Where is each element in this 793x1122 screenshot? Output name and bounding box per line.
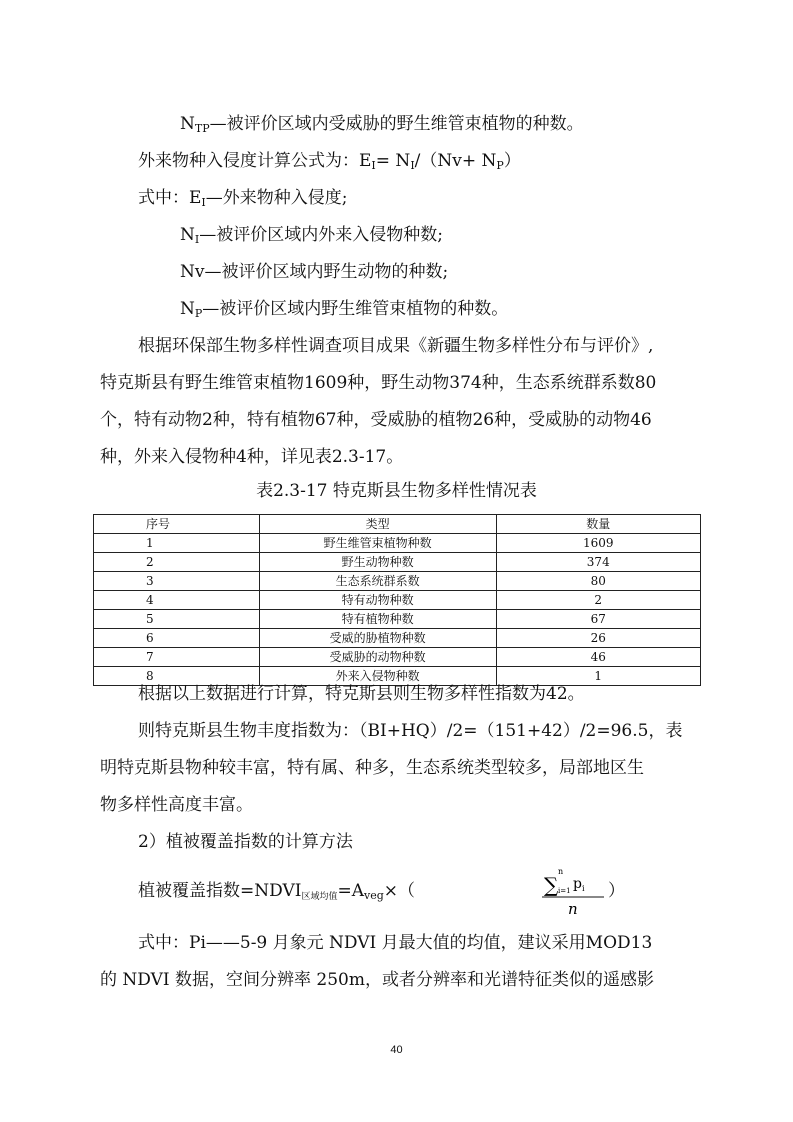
cell-count: 2 bbox=[496, 591, 701, 610]
cell-index: 1 bbox=[94, 534, 260, 553]
sum-lower: i=1 bbox=[558, 887, 571, 895]
cell-index: 6 bbox=[94, 629, 260, 648]
cell-count: 1609 bbox=[496, 534, 701, 553]
definition-np: $N_P—$被评价区域内野生维管束植物的种数。 bbox=[180, 299, 509, 320]
cell-type: 外来入侵物种数 bbox=[259, 667, 496, 686]
formula-text: 植被覆盖指数=NDVI区域均值$=A_{veg}\times$（ bbox=[138, 881, 416, 902]
cell-count: 67 bbox=[496, 610, 701, 629]
paragraph-line: 种，外来入侵物种4种，详见表2.3-17。 bbox=[100, 447, 404, 467]
paragraph-line: 式中：Pi——5-9 月象元 NDVI 月最大值的均值，建议采用MOD13 bbox=[138, 933, 653, 953]
table-row bbox=[94, 591, 701, 610]
paragraph-line: 的 NDVI 数据，空间分辨率 250m，或者分辨率和光谱特征类似的遥感影 bbox=[100, 970, 654, 990]
cell-type: 受威的胁植物种数 bbox=[259, 629, 496, 648]
fraction bbox=[540, 866, 606, 918]
cell-type: 生态系统群系数 bbox=[259, 572, 496, 591]
formula-ei: 外来物种入侵度计算公式为：$E_I= N_I/(Nv+ N_P)$ bbox=[138, 151, 521, 172]
cell-type: 野生动物种数 bbox=[259, 553, 496, 572]
biodiversity-table bbox=[93, 514, 701, 686]
p-subscript: i bbox=[582, 884, 585, 893]
cell-type: 特有动物种数 bbox=[259, 591, 496, 610]
cell-count: 46 bbox=[496, 648, 701, 667]
paragraph-line: 根据以上数据进行计算，特克斯县则生物多样性指数为42。 bbox=[138, 684, 585, 704]
paragraph-line: 个，特有动物2种，特有植物67种，受威胁的植物26种，受威胁的动物46 bbox=[100, 410, 652, 430]
cell-count: 26 bbox=[496, 629, 701, 648]
paragraph-line: 特克斯县有野生维管束植物1609种，野生动物374种，生态系统群系数80 bbox=[100, 373, 657, 393]
cell-type: 特有植物种数 bbox=[259, 610, 496, 629]
cell-index: 7 bbox=[94, 648, 260, 667]
definition-ni: $N_I—$被评价区域内外来入侵物种数; bbox=[180, 225, 443, 246]
table-caption: 表2.3-17 特克斯县生物多样性情况表 bbox=[256, 481, 537, 501]
table-row bbox=[94, 572, 701, 591]
table-header-row bbox=[94, 515, 701, 534]
cell-count: 80 bbox=[496, 572, 701, 591]
denominator: n bbox=[568, 900, 578, 918]
sum-upper: n bbox=[558, 867, 564, 876]
table-row bbox=[94, 610, 701, 629]
definition-nv: Nv—被评价区域内野生动物的种数; bbox=[180, 262, 449, 282]
cell-index: 4 bbox=[94, 591, 260, 610]
header-count: 数量 bbox=[496, 515, 701, 534]
formula-close: ） bbox=[608, 881, 625, 901]
table-row bbox=[94, 553, 701, 572]
ndvi-formula bbox=[138, 866, 658, 916]
cell-index: 8 bbox=[94, 667, 260, 686]
cell-index: 5 bbox=[94, 610, 260, 629]
cell-index: 2 bbox=[94, 553, 260, 572]
table-row bbox=[94, 629, 701, 648]
cell-type: 受威胁的动物种数 bbox=[259, 648, 496, 667]
cell-count: 374 bbox=[496, 553, 701, 572]
header-type: 类型 bbox=[259, 515, 496, 534]
page-number: 40 bbox=[390, 1044, 403, 1056]
cell-type: 野生维管束植物种数 bbox=[259, 534, 496, 553]
definition-ntp: $N_{TP}—$被评价区域内受威胁的野生维管束植物的种数。 bbox=[180, 114, 584, 135]
cell-count: 1 bbox=[496, 667, 701, 686]
definition-ei: 式中：$E_I—$外来物种入侵度; bbox=[138, 188, 348, 209]
sum-symbol: ∑ bbox=[544, 873, 559, 897]
table-row bbox=[94, 534, 701, 553]
paragraph-line: 物多样性高度丰富。 bbox=[100, 795, 253, 815]
paragraph-line: 根据环保部生物多样性调查项目成果《新疆生物多样性分布与评价》, bbox=[138, 336, 654, 356]
paragraph-line: 则特克斯县生物丰度指数为：（BI+HQ）/2=（151+42）/2=96.5，表 bbox=[138, 721, 683, 741]
p-symbol: p bbox=[573, 876, 582, 892]
cell-index: 3 bbox=[94, 572, 260, 591]
section-heading: 2）植被覆盖指数的计算方法 bbox=[138, 832, 353, 852]
header-index: 序号 bbox=[94, 515, 260, 534]
table-row bbox=[94, 648, 701, 667]
paragraph-line: 明特克斯县物种较丰富，特有属、种多，生态系统类型较多，局部地区生 bbox=[100, 758, 644, 778]
